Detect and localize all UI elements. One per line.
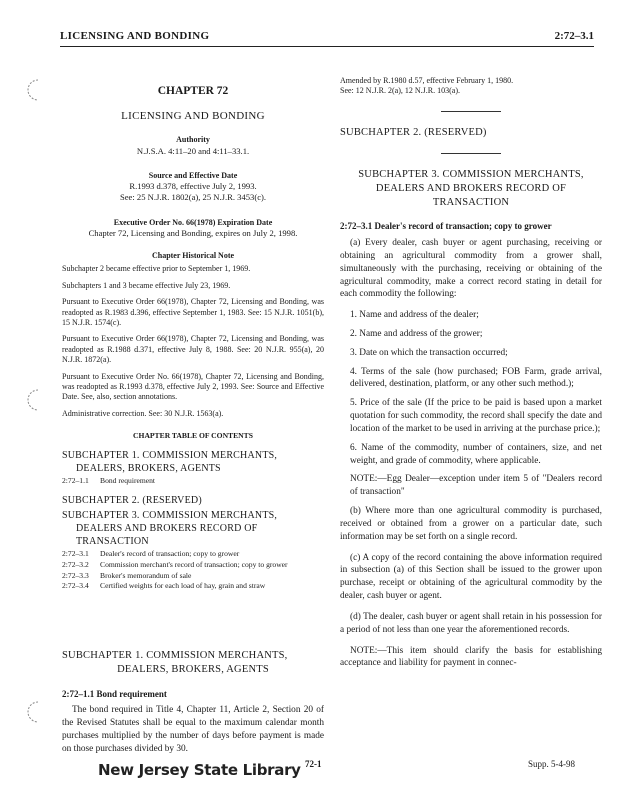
amendment-note: Amended by R.1980 d.57, effective February 1, 1980. — [340, 76, 514, 85]
header-title: LICENSING AND BONDING — [60, 30, 210, 42]
subchapter-title: DEALERS AND BROKERS RECORD OF — [375, 183, 567, 195]
historical-note: Pursuant to Executive Order 66(1978), Chapter 72, Licensing and Bonding, was readopted as R.1988 d.371, effective July 8, 1988. See: 20 N.J.R. 955(a), 20 N.J.R. 1872(a). — [62, 334, 324, 365]
note: NOTE:—This item should clarify the basis for establishing acceptance and liability for payment in connec- — [340, 645, 602, 669]
toc-subchapter: DEALERS AND BROKERS RECORD OF — [76, 522, 258, 534]
section-heading: 2:72–3.1 Dealer's record of transaction; copy to grower — [340, 221, 552, 232]
header-section-number: 2:72–3.1 — [554, 30, 594, 42]
subchapter-title: SUBCHAPTER 2. (RESERVED) — [340, 126, 487, 138]
toc-entry: 2:72–3.2 Commission merchant's record of transaction; copy to grower — [62, 559, 288, 569]
left-column — [62, 76, 324, 756]
note: NOTE:—Egg Dealer—exception under item 5 of "Dealers record of transaction" — [350, 474, 602, 498]
list-item: 3. Date on which the transaction occurred; — [350, 347, 508, 358]
list-item: 1. Name and address of the dealer; — [350, 310, 479, 321]
running-header — [60, 30, 594, 47]
chapter-number: CHAPTER 72 — [157, 85, 229, 97]
authority-heading: Authority — [176, 135, 210, 145]
right-column — [340, 76, 602, 678]
toc-entry: 2:72–1.1 Bond requirement — [62, 476, 156, 486]
page-footer — [0, 755, 618, 785]
executive-order-heading: Executive Order No. 66(1978) Expiration Date — [113, 217, 273, 227]
historical-note: Pursuant to Executive Order No. 66(1978), Chapter 72, Licensing and Bonding, was readopted as R.1993 d.378, effective July 2, 1993. See: Source and Effective Date. See, also, section annotations. — [62, 371, 324, 402]
subchapter-title: TRANSACTION — [432, 196, 510, 208]
list-item: 2. Name and address of the grower; — [350, 329, 483, 339]
divider — [441, 153, 501, 154]
source-heading: Source and Effective Date — [148, 170, 238, 180]
paragraph-c: (c) A copy of the record containing the above information required in subsection (a) of this Section shall be issued to the grower upon purchase, receipt or obtaining of the agricultural commodity by the dealer, cash buyer or agent. — [340, 552, 602, 602]
paragraph-d: (d) The dealer, cash buyer or agent shall retain in his possession for a period of not less than one year the aforementioned records. — [340, 611, 602, 635]
binder-hole-mark — [24, 388, 44, 412]
amendment-note: See: 12 N.J.R. 2(a), 12 N.J.R. 103(a). — [340, 86, 460, 96]
page-number: 72-1 — [305, 759, 322, 769]
paragraph-b: (b) Where more than one agricultural commodity is purchased, received or obtained from a grower on a particular date, such information may be set forth on a single record. — [340, 506, 602, 542]
list-item: 5. Price of the sale (If the price to be paid is based upon a market quotation for such commodity, the record shall specify the date and location of the market to be used in arriving at the purchase price.); — [350, 398, 602, 434]
historical-note: Subchapter 2 became effective prior to September 1, 1969. — [62, 264, 251, 274]
library-stamp: New Jersey State Library — [98, 761, 301, 779]
subchapter-title: DEALERS, BROKERS, AGENTS — [117, 663, 269, 675]
supplement-date: Supp. 5-4-98 — [528, 759, 575, 769]
historical-note: Pursuant to Executive Order 66(1978), Chapter 72, Licensing and Bonding, was readopted as R.1983 d.396, effective September 1, 1983. See: 15 N.J.R. 1051(b), 15 N.J.R. 1574(c). — [62, 297, 324, 328]
binder-hole-mark — [24, 700, 44, 724]
chapter-title: LICENSING AND BONDING — [121, 109, 265, 122]
historical-note: Subchapters 1 and 3 became effective July 23, 1969. — [62, 280, 231, 290]
paragraph-a: (a) Every dealer, cash buyer or agent purchasing, receiving or obtaining an agricultural commodity from a grower shall, simultaneously with the purchasing, receiving or obtaining of the agricultural commodity, make a correct record stating in detail for each commodity the following: — [340, 238, 602, 300]
toc-subchapter: DEALERS, BROKERS, AGENTS — [76, 463, 221, 475]
historical-note-heading: Chapter Historical Note — [151, 251, 235, 261]
toc-heading: CHAPTER TABLE OF CONTENTS — [133, 431, 253, 441]
subchapter-title: SUBCHAPTER 1. COMMISSION MERCHANTS, — [62, 650, 288, 662]
source-text: R.1993 d.378, effective July 2, 1993. — [129, 181, 257, 192]
section-heading: 2:72–1.1 Bond requirement — [62, 688, 167, 699]
toc-subchapter: TRANSACTION — [76, 535, 149, 547]
authority-text: N.J.S.A. 4:11–20 and 4:11–33.1. — [136, 145, 250, 156]
source-text: See: 25 N.J.R. 1802(a), 25 N.J.R. 3453(c). — [119, 192, 267, 203]
toc-subchapter: SUBCHAPTER 3. COMMISSION MERCHANTS, — [62, 509, 278, 521]
divider — [441, 111, 501, 112]
toc-subchapter: SUBCHAPTER 1. COMMISSION MERCHANTS, — [62, 450, 278, 462]
toc-entry: 2:72–3.1 Dealer's record of transaction; copy to grower — [62, 548, 240, 558]
toc-entry: 2:72–3.3 Broker's memorandum of sale — [62, 570, 192, 580]
section-body — [340, 237, 602, 670]
section-text: The bond required in Title 4, Chapter 11, Article 2, Section 20 of the Revised Statutes shall be equal to the maximum calendar month purchases multiplied by the number of days before payment is made on those purchases divided by 30. — [62, 705, 324, 754]
binder-hole-mark — [24, 78, 44, 102]
subchapter-title: SUBCHAPTER 3. COMMISSION MERCHANTS, — [358, 169, 584, 181]
toc-entry: 2:72–3.4 Certified weights for each load of hay, grain and straw — [62, 581, 266, 591]
executive-order-text: Chapter 72, Licensing and Bonding, expires on July 2, 1998. — [88, 227, 298, 238]
list-item: 6. Name of the commodity, number of containers, size, and net weight, and grade of commodity, where applicable. — [350, 442, 602, 466]
historical-note: Administrative correction. See: 30 N.J.R. 1563(a). — [62, 408, 224, 418]
list-item: 4. Terms of the sale (how purchased; FOB Farm, grade arrival, delivered, destination, platform, or any other such method.); — [350, 366, 602, 390]
toc-subchapter: SUBCHAPTER 2. (RESERVED) — [62, 494, 202, 506]
